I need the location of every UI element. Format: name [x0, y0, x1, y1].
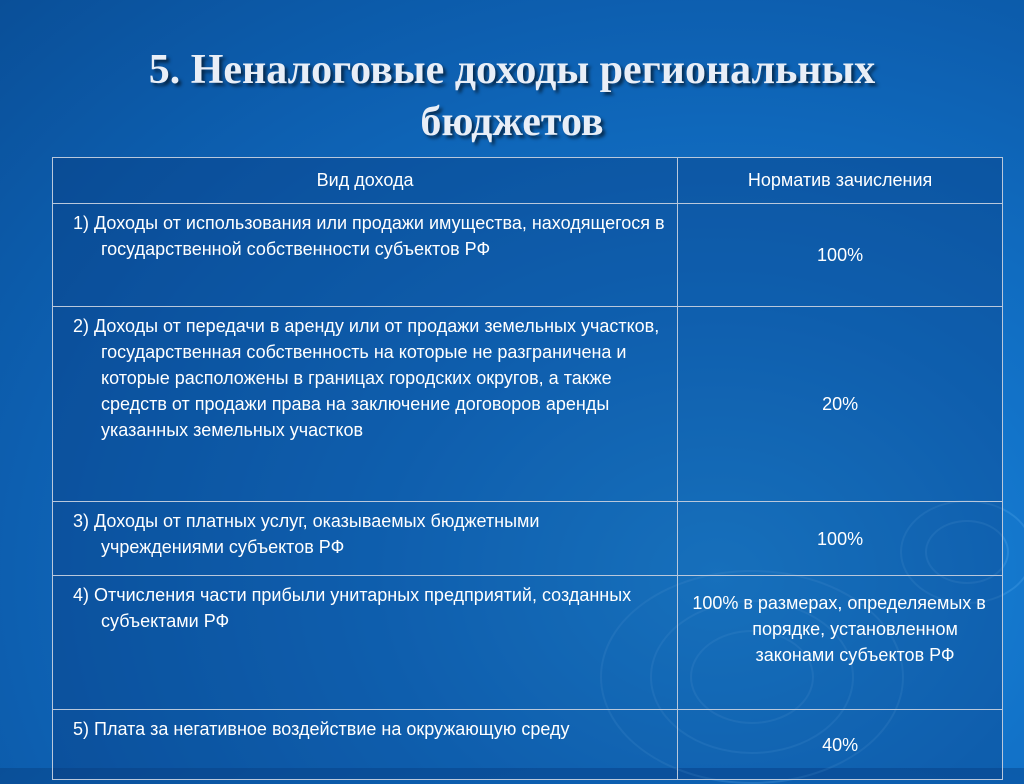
norm-text: 100% в размерах, определяемых в порядке, установленном законами субъектов РФ [692, 593, 986, 665]
norm-cell: 100% [678, 502, 1003, 576]
income-cell [53, 710, 678, 780]
header-norm: Норматив зачисления [678, 158, 1003, 204]
header-income-type: Вид дохода [53, 158, 678, 204]
income-text: 5) Плата за негативное воздействие на окружающую среду [73, 719, 570, 739]
norm-cell [678, 576, 1003, 710]
income-text: 4) Отчисления части прибыли унитарных предприятий, созданных субъектами РФ [73, 585, 632, 631]
table-header-row [53, 158, 1003, 204]
table-row [53, 204, 1003, 307]
income-cell [53, 576, 678, 710]
table-row [53, 576, 1003, 710]
income-cell [53, 204, 678, 307]
income-text: 3) Доходы от платных услуг, оказываемых бюджетными учреждениями субъектов РФ [73, 511, 540, 557]
income-cell [53, 307, 678, 502]
norm-cell: 40% [678, 710, 1003, 780]
slide-title [0, 44, 1024, 148]
income-table [52, 157, 1003, 780]
slide-title-line1: 5. Неналоговые доходы региональных [148, 47, 876, 93]
slide-title-line2: бюджетов [420, 99, 604, 145]
table-row [53, 502, 1003, 576]
norm-cell: 100% [678, 204, 1003, 307]
norm-cell: 20% [678, 307, 1003, 502]
table-row [53, 710, 1003, 780]
income-cell [53, 502, 678, 576]
income-text: 1) Доходы от использования или продажи имущества, находящегося в государственной собственности субъектов РФ [73, 213, 665, 259]
table-row [53, 307, 1003, 502]
income-text: 2) Доходы от передачи в аренду или от продажи земельных участков, государственная собственность на которые не разграничена и которые расположены в границах городских округов, а также средств от продажи права на заключение договоров аренды указанных земельных участков [73, 316, 660, 440]
